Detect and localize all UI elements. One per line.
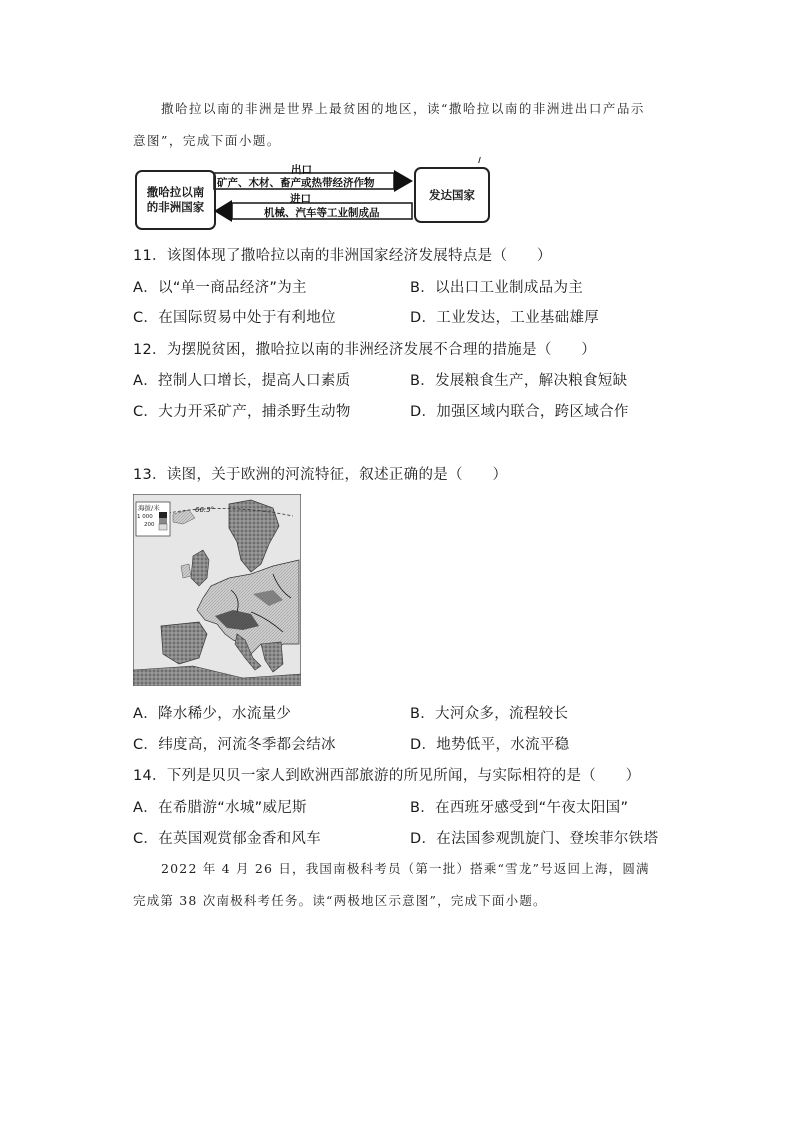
q13-option-c: C．纬度高，河流冬季都会结冰	[133, 737, 336, 753]
q11-stem: 11．该图体现了撒哈拉以南的非洲国家经济发展特点是（ ）	[133, 248, 552, 264]
export-label: 出口	[291, 164, 312, 176]
import-goods-label: 机械、汽车等工业制成品	[264, 207, 380, 219]
left-box-line-1: 撒哈拉以南	[146, 185, 205, 199]
q11-option-c: C．在国际贸易中处于有利地位	[133, 310, 336, 326]
q14-stem: 14．下列是贝贝一家人到欧洲西部旅游的所见所闻，与实际相符的是（ ）	[133, 768, 641, 784]
q14-option-d: D．在法国参观凯旋门、登埃菲尔铁塔	[410, 831, 659, 847]
q12-option-d: D．加强区域内联合，跨区域合作	[410, 404, 629, 420]
intro2-line-2: 完成第 38 次南极科考任务。读“两极地区示意图”，完成下面小题。	[133, 893, 547, 908]
q11-option-a: A．以“单一商品经济”为主	[133, 280, 307, 296]
map-legend-title: 海拔/米	[138, 504, 160, 512]
q13-stem: 13．读图，关于欧洲的河流特征，叙述正确的是（ ）	[133, 467, 508, 483]
q12-stem: 12．为摆脱贫困，撒哈拉以南的非洲经济发展不合理的措施是（ ）	[133, 342, 597, 358]
q14-option-b: B．在西班牙感受到“午夜太阳国”	[410, 800, 629, 816]
import-arrowhead	[214, 200, 232, 222]
sub-saharan-africa-box	[135, 170, 216, 230]
developed-countries-box: 发达国家	[414, 167, 490, 223]
q12-option-b: B．发展粮食生产，解决粮食短缺	[410, 373, 628, 389]
q13-option-b: B．大河众多，流程较长	[410, 706, 569, 722]
q11-option-d: D．工业发达，工业基础雄厚	[410, 310, 600, 326]
left-box-line-2: 的非洲国家	[146, 200, 205, 214]
q13-option-d: D．地势低平，水流平稳	[410, 737, 570, 753]
intro-line-2: 意图”，完成下面小题。	[133, 133, 281, 148]
intro-line-1: 撒哈拉以南的非洲是世界上最贫困的地区，读“撒哈拉以南的非洲进出口产品示	[161, 101, 645, 116]
q11-option-b: B．以出口工业制成品为主	[410, 280, 584, 296]
scan-mark	[478, 157, 484, 163]
q12-option-a: A．控制人口增长，提高人口素质	[133, 373, 351, 389]
export-goods-label: 矿产、木材、畜产或热带经济作物	[217, 177, 375, 189]
q14-option-c: C．在英国观赏郁金香和风车	[133, 831, 322, 847]
map-legend-200: 200	[144, 522, 155, 528]
q13-option-a: A．降水稀少，水流量少	[133, 706, 292, 722]
q12-option-c: C．大力开采矿产，捕杀野生动物	[133, 404, 351, 420]
map-latitude-label: 66.5°	[195, 506, 215, 514]
import-label: 进口	[290, 193, 311, 205]
intro2-line-1: 2022 年 4 月 26 日，我国南极科考员（第一批）搭乘“雪龙”号返回上海，圆满	[161, 861, 650, 876]
q14-option-a: A．在希腊游“水城”威尼斯	[133, 800, 307, 816]
europe-relief-map	[133, 494, 301, 686]
export-arrowhead	[394, 170, 413, 192]
map-legend-1000: 1 000	[137, 514, 153, 520]
